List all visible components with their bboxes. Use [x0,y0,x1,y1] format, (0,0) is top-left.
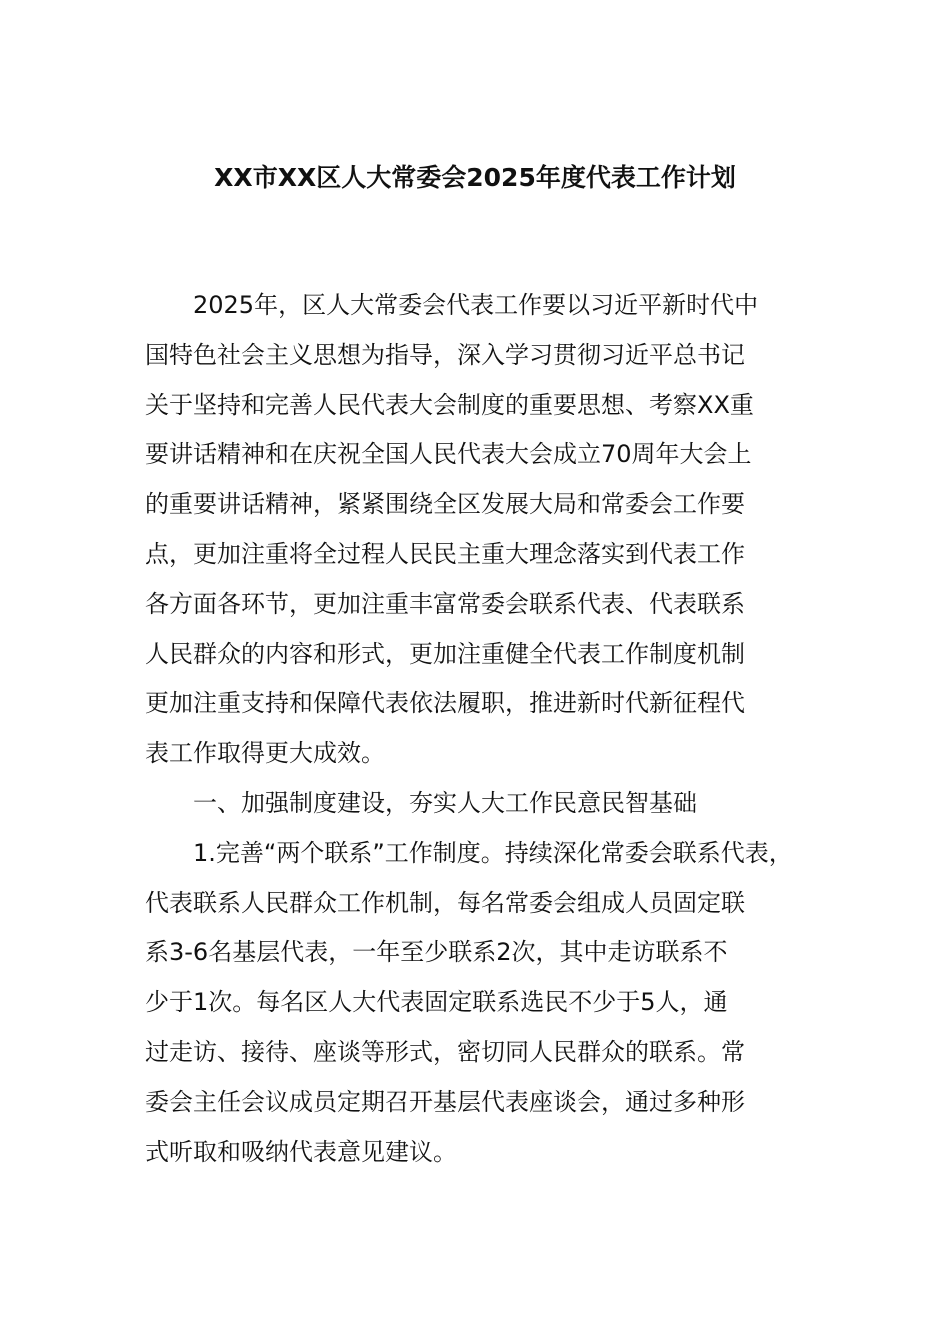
paragraph-line: 委会主任会议成员定期召开基层代表座谈会，通过多种形 [145,1087,745,1116]
document-title: XX市XX区人大常委会2025年度代表工作计划 [214,163,736,192]
paragraph-line: 2025年，区人大常委会代表工作要以习近平新时代中 [193,291,759,319]
paragraph-line: 各方面各环节，更加注重丰富常委会联系代表、代表联系 [145,589,745,618]
document-body [145,281,810,1177]
paragraph-line: 过走访、接待、座谈等形式，密切同人民群众的联系。常 [145,1037,745,1066]
paragraph-line: 的重要讲话精神，紧紧围绕全区发展大局和常委会工作要 [145,490,745,519]
paragraph-line: 人民群众的内容和形式，更加注重健全代表工作制度机制 [145,639,745,668]
paragraph-line: 系3-6名基层代表，一年至少联系2次，其中走访联系不 [145,938,728,967]
paragraph-line: 式听取和吸纳代表意见建议。 [145,1137,457,1166]
paragraph-line: 关于坚持和完善人民代表大会制度的重要思想、考察XX重 [145,390,754,419]
paragraph-line: 1.完善“两个联系”工作制度。持续深化常委会联系代表， [193,838,793,867]
paragraph-line: 表工作取得更大成效。 [145,739,385,768]
paragraph-line: 国特色社会主义思想为指导，深入学习贯彻习近平总书记 [145,340,745,369]
paragraph-line: 代表联系人民群众工作机制，每名常委会组成人员固定联 [145,888,745,917]
paragraph-line: 要讲话精神和在庆祝全国人民代表大会成立70周年大会上 [145,440,752,469]
paragraph-line: 点，更加注重将全过程人民民主重大理念落实到代表工作 [145,539,745,568]
section-heading: 一、加强制度建设，夯实人大工作民意民智基础 [193,788,697,817]
paragraph-line: 少于1次。每名区人大代表固定联系选民不少于5人，通 [145,988,728,1017]
paragraph-line: 更加注重支持和保障代表依法履职，推进新时代新征程代 [145,689,745,718]
